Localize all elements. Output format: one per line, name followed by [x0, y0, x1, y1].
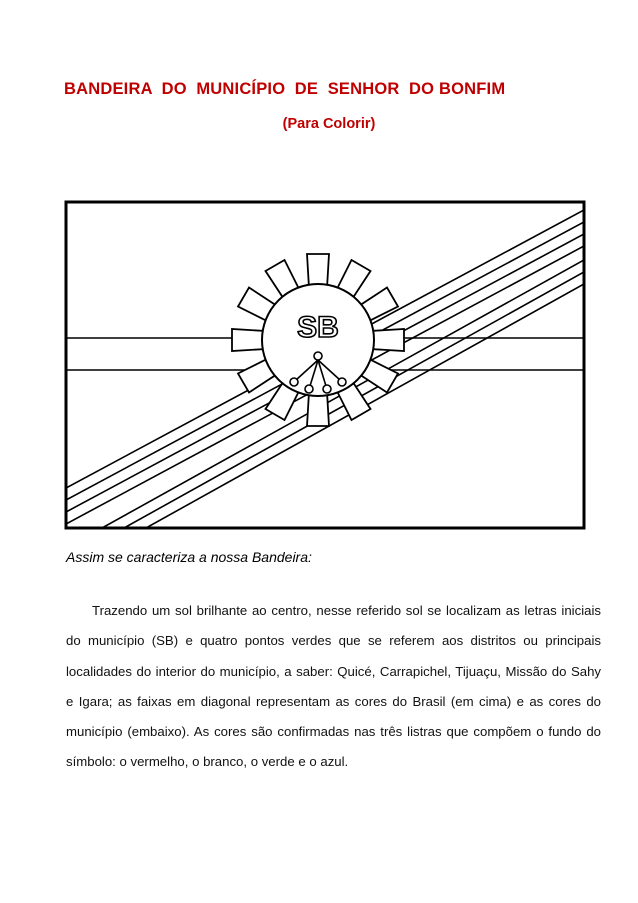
page-subtitle: (Para Colorir) — [282, 116, 376, 132]
emblem-letters: SB — [297, 311, 339, 344]
caption: Assim se caracteriza a nossa Bandeira: — [66, 549, 312, 565]
page-title: BANDEIRA DO MUNICÍPIO DE SENHOR DO BONFIM — [64, 80, 506, 98]
sun-emblem — [232, 254, 404, 426]
description-paragraph — [66, 596, 601, 778]
sun-ray — [307, 254, 329, 288]
sun-ray — [307, 392, 329, 426]
flag-drawing — [62, 198, 588, 532]
sun-ray — [232, 329, 266, 351]
sun-ray — [370, 329, 404, 351]
paragraph-text: Trazendo um sol brilhante ao centro, nesse referido sol se localizam as letras iniciais do município (SB) e quatro pontos verdes que se referem aos distritos ou principais localidades do interior do município, a saber: Quicé, Carrapichel, Tijuaçu, Missão do Sahy e Igara; as faixas em diagonal representam as cores do Brasil (em cima) e as cores do município (embaixo). As cores são confirmadas nas três listras que compõem o fundo do símbolo: o vermelho, o branco, o verde e o azul. — [66, 603, 601, 770]
